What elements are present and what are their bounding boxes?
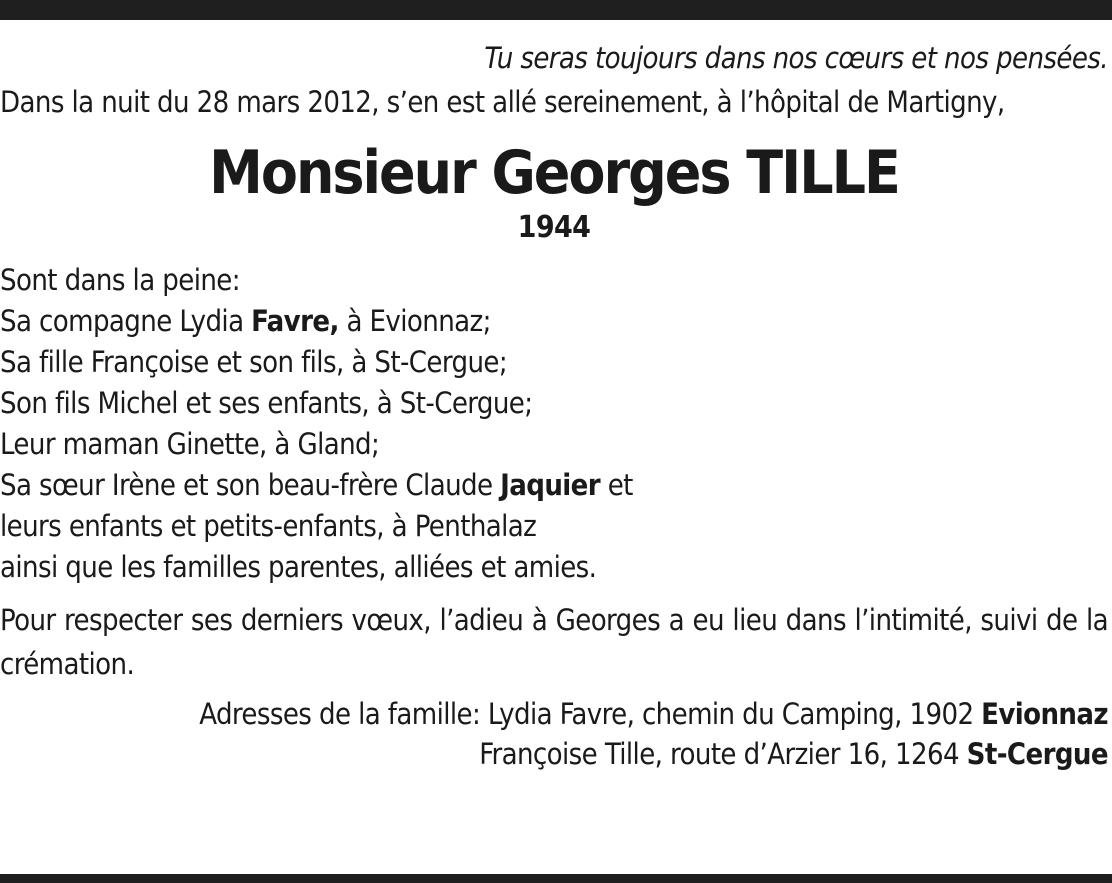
deceased-name: Monsieur Georges TILLE [209, 138, 899, 208]
address-text: Françoise Tille, route d’Arzier 16, 1264 [479, 737, 967, 771]
address-line [0, 694, 1108, 734]
mourner-line: leurs enfants et petits-enfants, à Penthalaz [0, 509, 537, 543]
mourner-line: ainsi que les familles parentes, alliées et amies. [0, 550, 597, 584]
mourner-surname: Favre, [251, 304, 339, 338]
ceremony-note: Pour respecter ses derniers vœux, l’adieu à Georges a eu lieu dans l’intimité, suivi de la crémation. [0, 603, 1108, 681]
mourner-surname: Jaquier [500, 468, 601, 502]
mourner-text: et [600, 468, 633, 502]
mourner-text: à Evionnaz; [338, 304, 491, 338]
birth-year: 1944 [517, 210, 591, 245]
mourners-heading: Sont dans la peine: [0, 263, 240, 297]
address-text: Adresses de la famille: Lydia Favre, chemin du Camping, 1902 [199, 697, 982, 731]
bottom-rule [0, 874, 1112, 883]
mourner-line [0, 465, 1108, 506]
obituary-notice [0, 38, 1108, 774]
mourner-text: Sa sœur Irène et son beau-frère Claude [0, 468, 501, 502]
mourner-line: Son fils Michel et ses enfants, à St-Cergue; [0, 386, 533, 420]
family-addresses [0, 694, 1108, 774]
mourner-line [0, 301, 1108, 342]
mourners-list [0, 260, 1108, 588]
address-town: Evionnaz [981, 697, 1108, 731]
top-rule [0, 0, 1112, 20]
mourner-line: Leur maman Ginette, à Gland; [0, 427, 380, 461]
address-line [0, 734, 1108, 774]
mourner-line: Sa fille Françoise et son fils, à St-Cergue; [0, 345, 508, 379]
mourner-text: Sa compagne Lydia [0, 304, 252, 338]
address-town: St-Cergue [966, 737, 1108, 771]
epigraph: Tu seras toujours dans nos cœurs et nos pensées. [484, 41, 1108, 75]
intro-paragraph: Dans la nuit du 28 mars 2012, s’en est allé sereinement, à l’hôpital de Martigny, [0, 85, 1005, 119]
